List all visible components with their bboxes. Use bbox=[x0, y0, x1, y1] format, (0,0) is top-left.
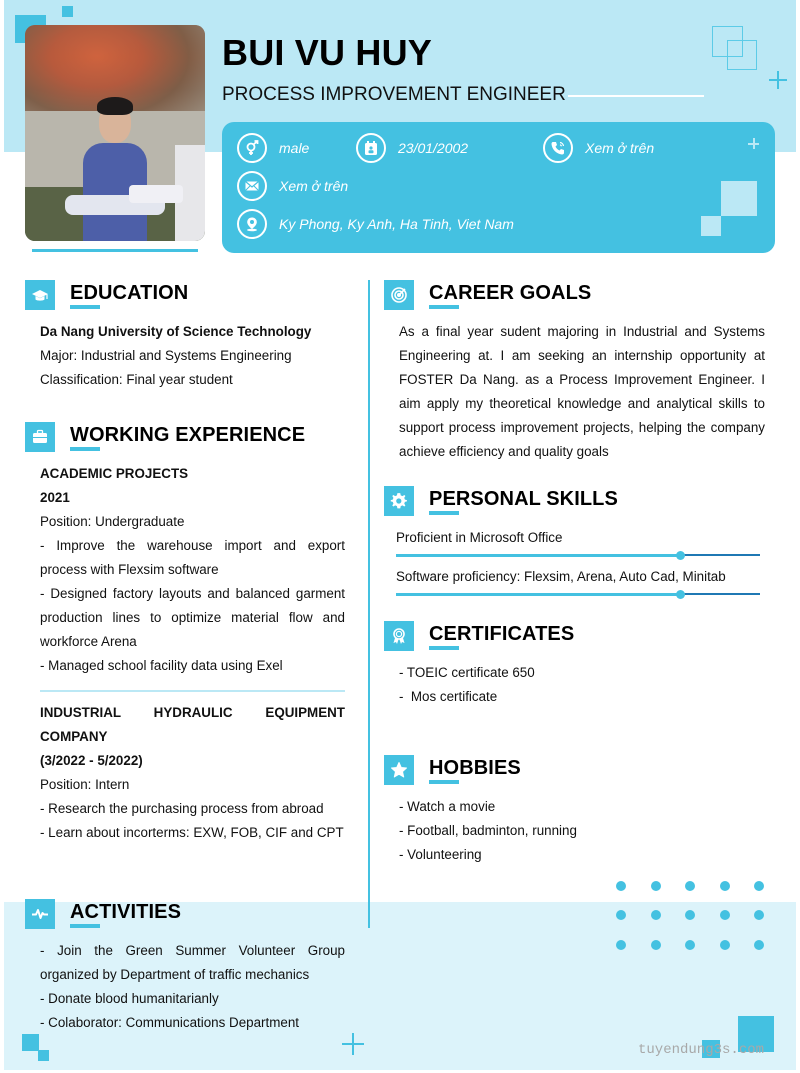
activities-content bbox=[40, 939, 345, 1035]
activity-item: - Donate blood humanitarianly bbox=[40, 991, 219, 1006]
photo-underline bbox=[32, 249, 198, 252]
experience-org: INDUSTRIAL HYDRAULIC EQUIPMENT COMPANY bbox=[40, 705, 345, 744]
experience-position: Position: Undergraduate bbox=[40, 514, 185, 529]
experience-divider bbox=[40, 690, 345, 692]
candidate-name: BUI VU HUY bbox=[222, 32, 433, 73]
education-major: Major: Industrial and Systems Engineering bbox=[40, 348, 292, 363]
experience-period: (3/2022 - 5/2022) bbox=[40, 753, 143, 768]
calendar-icon bbox=[356, 133, 386, 163]
decor-square bbox=[38, 1050, 49, 1061]
contact-birthday bbox=[356, 133, 468, 163]
certificate-item: - Mos certificate bbox=[399, 689, 498, 704]
location-icon bbox=[237, 209, 267, 239]
experience-position: Position: Intern bbox=[40, 777, 130, 792]
target-icon bbox=[384, 280, 414, 310]
certificates-content bbox=[399, 661, 535, 709]
title-underline bbox=[70, 447, 100, 451]
education-classification: Classification: Final year student bbox=[40, 372, 233, 387]
title-divider bbox=[568, 95, 704, 97]
skill-level-knob bbox=[676, 590, 685, 599]
hobby-item: - Watch a movie bbox=[399, 799, 496, 814]
skill-level-bar bbox=[396, 593, 760, 595]
experience-bullet: - Improve the warehouse import and export process with Flexsim software bbox=[40, 538, 345, 577]
contact-address bbox=[237, 209, 514, 239]
section-title-skills: PERSONAL SKILLS bbox=[429, 488, 618, 510]
mail-icon bbox=[237, 171, 267, 201]
decor-plus-icon bbox=[748, 138, 759, 149]
birthday-value: 23/01/2002 bbox=[398, 140, 469, 156]
award-icon bbox=[384, 621, 414, 651]
title-underline bbox=[429, 646, 459, 650]
activity-item: - Join the Green Summer Volunteer Group organized by Department of traffic mechanics bbox=[40, 943, 345, 982]
decor-square bbox=[22, 1034, 39, 1051]
phone-value: Xem ở trên bbox=[585, 140, 655, 156]
section-title-certificates: CERTIFICATES bbox=[429, 623, 575, 645]
watermark: tuyendung3s.com bbox=[638, 1042, 765, 1058]
education-content bbox=[40, 320, 350, 392]
decor-outline-square bbox=[727, 40, 757, 70]
decor-square bbox=[721, 181, 757, 216]
experience-bullet: - Research the purchasing process from abroad bbox=[40, 801, 324, 816]
section-title-hobbies: HOBBIES bbox=[429, 757, 521, 779]
title-underline bbox=[70, 924, 100, 928]
experience-entry bbox=[40, 462, 345, 678]
briefcase-icon bbox=[25, 422, 55, 452]
section-title-activities: ACTIVITIES bbox=[70, 901, 182, 923]
career-goals-text: As a final year sudent majoring in Industrial and Systems Engineering at. I am seeking an internship opportunity at FOSTER Da Nang. as a Process Improvement Engineer. I aim apply my theoretical knowledge and analytical skills to support process improvement projects, helping the company achieve efficiency and quality goals bbox=[399, 324, 765, 459]
job-title: PROCESS IMPROVEMENT ENGINEER bbox=[222, 84, 566, 105]
decor-plus-icon bbox=[769, 71, 787, 89]
title-underline bbox=[429, 305, 459, 309]
contact-phone[interactable] bbox=[543, 133, 654, 163]
email-value: Xem ở trên bbox=[279, 178, 349, 194]
column-divider bbox=[368, 280, 370, 928]
decor-square bbox=[62, 6, 73, 17]
star-icon bbox=[384, 755, 414, 785]
experience-bullet: - Designed factory layouts and balanced garment production lines to optimize material flow and workforce Arena bbox=[40, 586, 345, 649]
section-title-experience: WORKING EXPERIENCE bbox=[70, 424, 306, 446]
skill-label: Software proficiency: Flexsim, Arena, Auto Cad, Minitab bbox=[396, 569, 726, 584]
contact-gender bbox=[237, 133, 309, 163]
graduation-cap-icon bbox=[25, 280, 55, 310]
title-underline bbox=[429, 511, 459, 515]
experience-bullet: - Managed school facility data using Exel bbox=[40, 658, 283, 673]
decor-square bbox=[701, 216, 721, 236]
gear-icon bbox=[384, 486, 414, 516]
address-value: Ky Phong, Ky Anh, Ha Tinh, Viet Nam bbox=[279, 216, 514, 232]
skill-label: Proficient in Microsoft Office bbox=[396, 530, 563, 545]
experience-bullet: - Learn about incorterms: EXW, FOB, CIF and CPT bbox=[40, 825, 344, 840]
experience-entry bbox=[40, 701, 345, 845]
hobbies-content bbox=[399, 795, 577, 867]
decor-plus-icon bbox=[342, 1033, 364, 1055]
title-underline bbox=[429, 780, 459, 784]
hobby-item: - Football, badminton, running bbox=[399, 823, 577, 838]
education-school: Da Nang University of Science Technology bbox=[40, 324, 312, 339]
section-title-career-goals: CAREER GOALS bbox=[429, 282, 592, 304]
skill-level-bar bbox=[396, 554, 760, 556]
gender-icon bbox=[237, 133, 267, 163]
contact-card bbox=[222, 122, 775, 253]
title-underline bbox=[70, 305, 100, 309]
certificate-item: - TOEIC certificate 650 bbox=[399, 665, 535, 680]
activity-item: - Colaborator: Communications Department bbox=[40, 1015, 299, 1030]
hobby-item: - Volunteering bbox=[399, 847, 482, 862]
experience-period: 2021 bbox=[40, 490, 70, 505]
section-title-education: EDUCATION bbox=[70, 282, 189, 304]
phone-icon bbox=[543, 133, 573, 163]
experience-org: ACADEMIC PROJECTS bbox=[40, 466, 189, 481]
skill-level-knob bbox=[676, 551, 685, 560]
contact-email[interactable] bbox=[237, 171, 348, 201]
pulse-icon bbox=[25, 899, 55, 929]
gender-value: male bbox=[279, 140, 310, 156]
profile-photo bbox=[25, 25, 205, 241]
